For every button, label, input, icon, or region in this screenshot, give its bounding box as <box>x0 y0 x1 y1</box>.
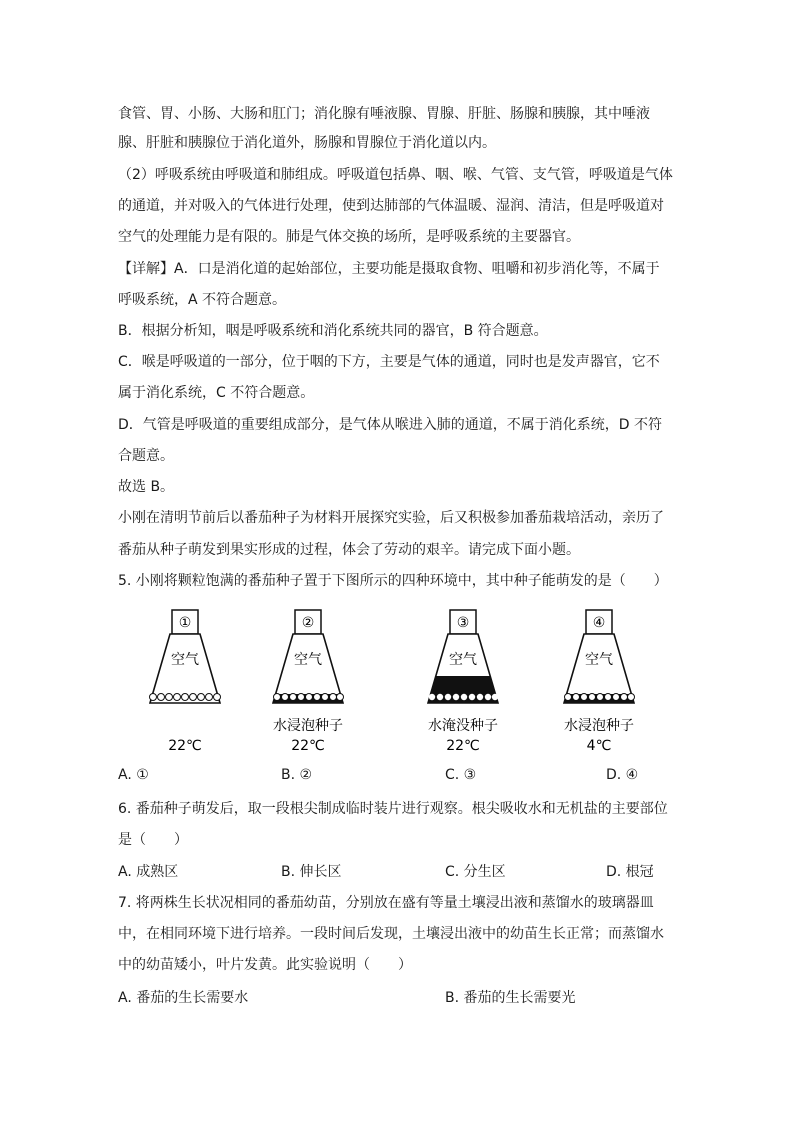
flask-4 <box>564 610 635 754</box>
flask-number: ① <box>178 615 192 631</box>
flask-number: ③ <box>456 615 470 631</box>
option-d: D. 根冠 <box>606 864 654 880</box>
text-line: 小刚在清明节前后以番茄种子为材料开展探究实验，后又积极参加番茄栽培活动，亲历了 <box>118 510 664 526</box>
flask-2 <box>273 610 344 754</box>
text-line: 空气的处理能力是有限的。肺是气体交换的场所，是呼吸系统的主要器官。 <box>118 229 580 245</box>
text-line: 故选 B。 <box>118 479 175 495</box>
text-line: B．根据分析知，咽是呼吸系统和消化系统共同的器官，B 符合题意。 <box>118 323 548 339</box>
question-7-stem: 7. 将两株生长状况相同的番茄幼苗，分别放在盛有等量土壤浸出液和蒸馏水的玻璃器皿 <box>118 895 654 911</box>
condition-label: 水浸泡种子 <box>564 718 634 734</box>
condition-label: 水浸泡种子 <box>273 718 343 734</box>
text-line: 的通道，并对吸入的气体进行处理，使到达肺部的气体温暖、湿润、清洁，但是呼吸道对 <box>118 198 664 214</box>
flask-number: ④ <box>592 615 606 631</box>
temperature-label: 22℃ <box>168 738 202 754</box>
temperature-label: 22℃ <box>446 738 480 754</box>
question-7-options <box>118 987 678 1007</box>
temperature-label: 22℃ <box>291 738 325 754</box>
text-line: 番茄从种子萌发到果实形成的过程，体会了劳动的艰辛。请完成下面小题。 <box>118 542 580 558</box>
air-label: 空气 <box>585 652 613 668</box>
text-line: 属于消化系统，C 不符合题意。 <box>118 385 315 401</box>
flask-number: ② <box>301 615 315 631</box>
text-line: 合题意。 <box>118 448 174 464</box>
text-line: 呼吸系统，A 不符合题意。 <box>118 292 287 308</box>
text-line: C．喉是呼吸道的一部分，位于咽的下方，主要是气体的通道，同时也是发声器官，它不 <box>118 354 660 370</box>
text-line: 食管、胃、小肠、大肠和肛门；消化腺有唾液腺、胃腺、肝脏、肠腺和胰腺，其中唾液 <box>118 106 650 122</box>
text-line: 腺、肝脏和胰腺位于消化道外，肠腺和胃腺位于消化道以内。 <box>118 135 496 151</box>
question-7-stem: 中的幼苗矮小，叶片发黄。此实验说明（ ） <box>118 957 412 973</box>
option-c: C. ③ <box>445 767 477 783</box>
question-5-stem: 5. 小刚将颗粒饱满的番茄种子置于下图所示的四种环境中，其中种子能萌发的是（ ） <box>118 573 668 589</box>
text-line: （2）呼吸系统由呼吸道和肺组成。呼吸道包括鼻、咽、喉、气管、支气管，呼吸道是气体 <box>118 167 673 183</box>
option-c: C. 分生区 <box>445 864 506 880</box>
option-d: D. ④ <box>606 767 639 783</box>
question-7-stem: 中，在相同环境下进行培养。一段时间后发现，土壤浸出液中的幼苗生长正常；而蒸馏水 <box>118 926 664 942</box>
temperature-label: 4℃ <box>586 738 612 754</box>
option-b: B. 伸长区 <box>281 864 342 880</box>
air-label: 空气 <box>449 652 477 668</box>
question-6-stem: 是（ ） <box>118 832 188 848</box>
flask-1 <box>150 610 221 754</box>
air-label: 空气 <box>171 652 199 668</box>
option-b: B. ② <box>281 767 313 783</box>
question-6-stem: 6. 番茄种子萌发后，取一段根尖制成临时装片进行观察。根尖吸收水和无机盐的主要部位 <box>118 801 668 817</box>
option-b: B. 番茄的生长需要光 <box>445 990 576 1006</box>
question-6-options <box>118 861 678 881</box>
option-a: A. 成熟区 <box>118 864 179 880</box>
text-line: 【详解】A．口是消化道的起始部位，主要功能是摄取食物、咀嚼和初步消化等，不属于 <box>118 261 660 277</box>
question-5-options <box>118 767 678 787</box>
text-line: D．气管是呼吸道的重要组成部分，是气体从喉进入肺的通道，不属于消化系统，D 不符 <box>118 417 663 433</box>
air-label: 空气 <box>294 652 322 668</box>
option-a: A. 番茄的生长需要水 <box>118 990 249 1006</box>
condition-label: 水淹没种子 <box>428 718 498 734</box>
option-a: A. ① <box>118 767 149 783</box>
flask-figure <box>140 608 660 758</box>
flask-3 <box>428 610 498 754</box>
